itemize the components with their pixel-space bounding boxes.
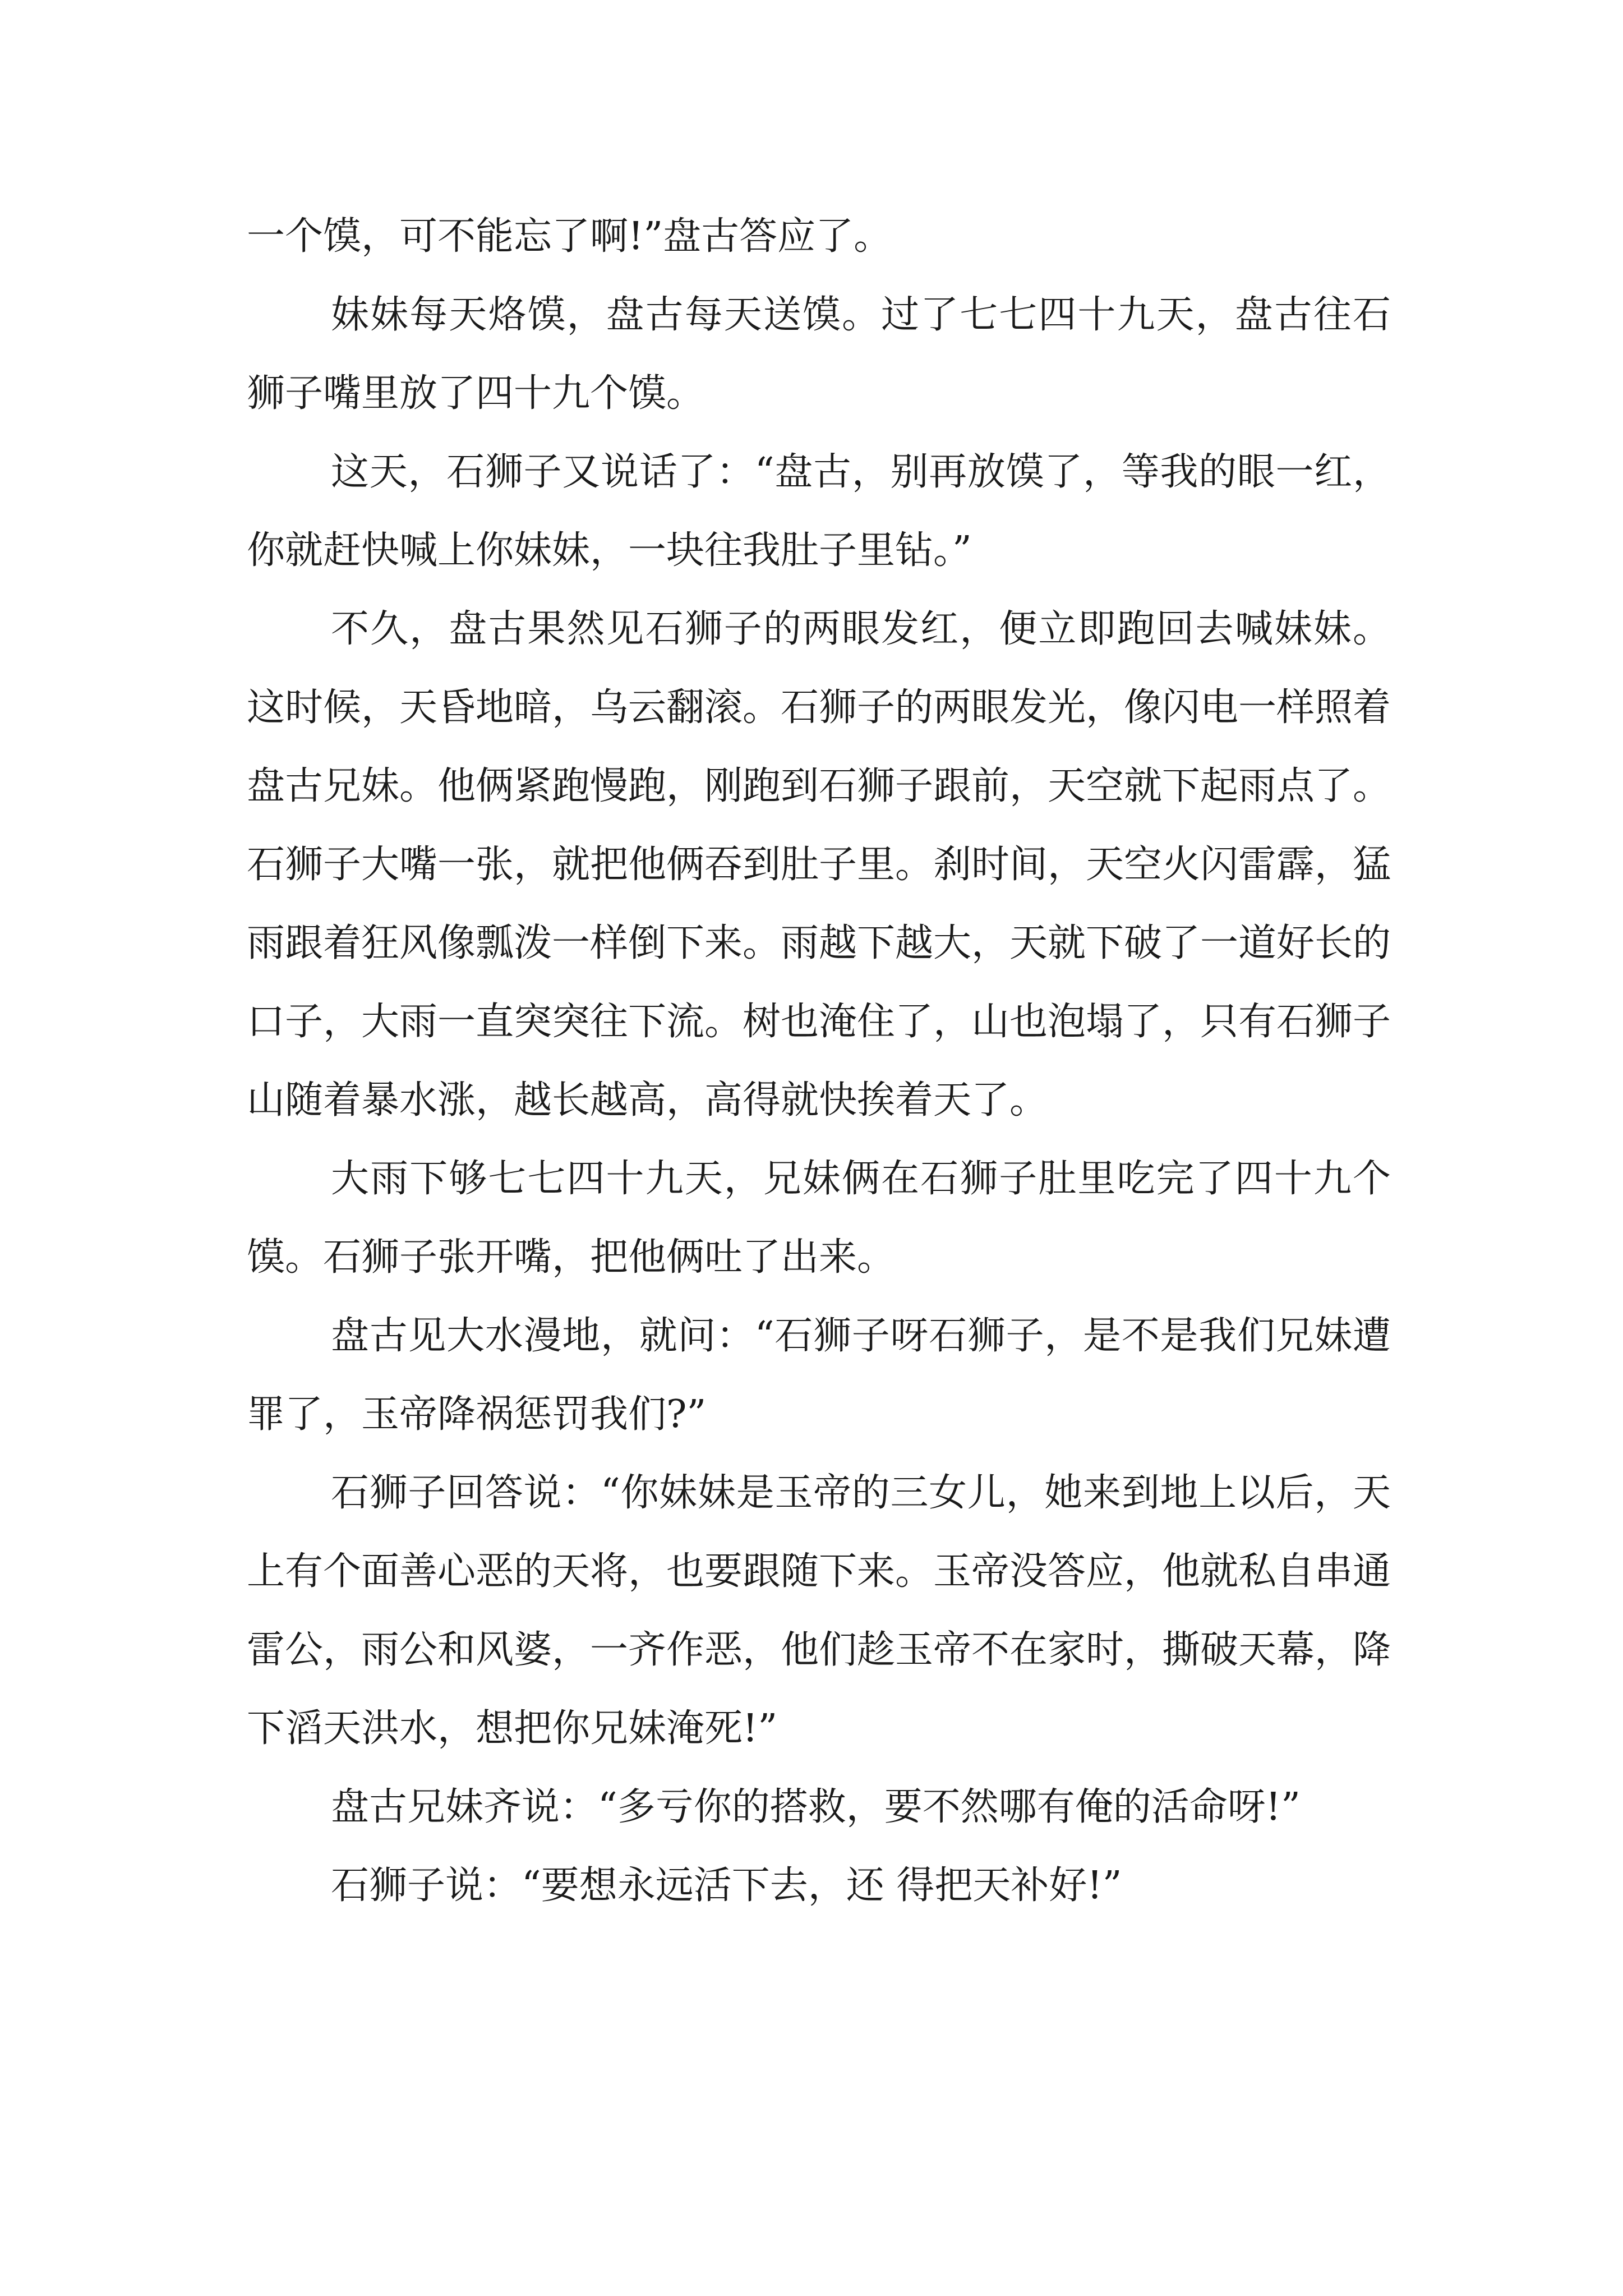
paragraph-5: 大雨下够七七四十九天，兄妹俩在石狮子肚里吃完了四十九个馍。石狮子张开嘴，把他俩吐了出来。: [247, 1157, 1391, 1280]
paragraph-2: 妹妹每天烙馍，盘古每天送馍。过了七七四十九天，盘古往石狮子嘴里放了四十九个馍。: [247, 293, 1391, 416]
paragraph-9: 石狮子说：“要想永远活下去，还 得把天补好!”: [331, 1864, 1122, 1908]
paragraph-8: 盘古兄妹齐说：“多亏你的搭救，要不然哪有俺的活命呀!”: [331, 1785, 1301, 1829]
body-text: [247, 197, 1391, 1925]
paragraph-3: 这天，石狮子又说话了：“盘古，别再放馍了，等我的眼一红，你就赶快喊上你妹妹，一块往我肚子里钻。”: [247, 450, 1391, 573]
paragraph-7: 石狮子回答说：“你妹妹是玉帝的三女儿，她来到地上以后，天上有个面善心恶的天将，也要跟随下来。玉帝没答应，他就私自串通雷公，雨公和风婆，一齐作恶，他们趁玉帝不在家时，撕破天幕，降下滔天洪水，想把你兄妹淹死!”: [247, 1471, 1391, 1751]
paragraph-6: 盘古见大水漫地，就问：“石狮子呀石狮子，是不是我们兄妹遭罪了，玉帝降祸惩罚我们?”: [247, 1314, 1391, 1437]
paragraph-1: 一个馍，可不能忘了啊!”盘古答应了。: [247, 214, 892, 259]
paragraph-4: 不久，盘古果然见石狮子的两眼发红，便立即跑回去喊妹妹。这时候，天昏地暗，乌云翻滚。石狮子的两眼发光，像闪电一样照着盘古兄妹。他俩紧跑慢跑，刚跑到石狮子跟前，天空就下起雨点了。石狮子大嘴一张，就把他俩吞到肚子里。刹时间，天空火闪雷霹，猛雨跟着狂风像瓢泼一样倒下来。雨越下越大，天就下破了一道好长的口子，大雨一直突突往下流。树也淹住了，山也泡塌了，只有石狮子山随着暴水涨，越长越高，高得就快挨着天了。: [247, 607, 1391, 1122]
